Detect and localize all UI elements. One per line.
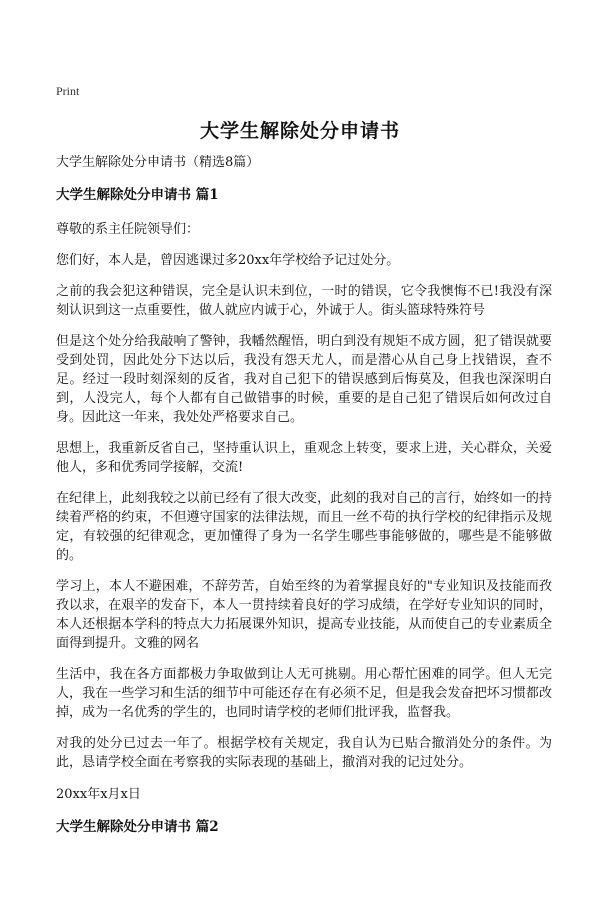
document-title: 大学生解除处分申请书 <box>199 120 400 142</box>
paragraph-study: 学习上，本人不避困难，不辞劳苦，自始至终的为着掌握良好的"专业知识及技能而孜孜以求，在艰辛的发奋下，本人一贯持续着良好的学习成绩，在学好专业知识的同时，本人还根据本学科的特点大力拓展课外知识，提高专业技能，从而使自己的专业素质全面得到提升。文雅的网名 <box>56 579 552 651</box>
paragraph-thought: 思想上，我重新反省自己，坚持重认识上，重观念上转变，要求上进，关心群众，关爱他人，多和优秀同学接解，交流! <box>56 441 552 475</box>
paragraph-mistake: 之前的我会犯这种错误，完全是认识未到位，一时的错误，它令我懊悔不已!我没有深刻认识到这一点重要性，做人就应内诚于心，外诚于人。街头篮球特殊符号 <box>56 284 552 318</box>
document-body <box>56 154 552 852</box>
section-heading-1: 大学生解除处分申请书 篇1 <box>56 187 219 203</box>
paragraph-greeting: 您们好，本人是，曾因逃课过多20xx年学校给予记过处分。 <box>56 253 400 268</box>
section-heading-2: 大学生解除处分申请书 篇2 <box>56 819 219 835</box>
document-subtitle: 大学生解除处分申请书（精选8篇） <box>56 155 260 170</box>
paragraph-discipline: 在纪律上，此刻我较之以前已经有了很大改变，此刻的我对自己的言行，始终如一的持续着严格的约束，不但遵守国家的法律法规，而且一丝不苟的执行学校的纪律指示及规定，有较强的纪律观念，更加懂得了身为一名学生哪些事能够做的，哪些是不能够做的。 <box>56 491 552 563</box>
paragraph-reflection: 但是这个处分给我敲响了警钟，我幡然醒悟，明白到没有规矩不成方圆，犯了错误就要受到处罚，因此处分下达以后，我没有怨天尤人，而是潜心从自己身上找错误，查不足。经过一段时刻深刻的反省，我对自己犯下的错误感到后悔莫及，但我也深深明白到，人没完人，每个人都有自己做错事的时候，重要的是自己犯了错误后如何改过自身。因此这一年来，我处处严格要求自己。 <box>56 334 552 425</box>
paragraph-request: 对我的处分已过去一年了。根据学校有关规定，我自认为已贴合撤消处分的条件。为此，恳请学校全面在考察我的实际表现的基础上，撤消对我的记过处分。 <box>56 736 552 770</box>
document-date: 20xx年x月x日 <box>56 787 141 802</box>
paragraph-salutation: 尊敬的系主任院领导们： <box>56 222 200 237</box>
paragraph-life: 生活中，我在各方面都极力争取做到让人无可挑剔。用心帮忙困难的同学。但人无完人，我在一些学习和生活的细节中可能还存在有必须不足，但是我会发奋把坏习惯都改掉，成为一名优秀的学生的，也同时请学校的老师们批评我，监督我。 <box>56 667 552 720</box>
print-label[interactable]: Print <box>56 84 80 98</box>
